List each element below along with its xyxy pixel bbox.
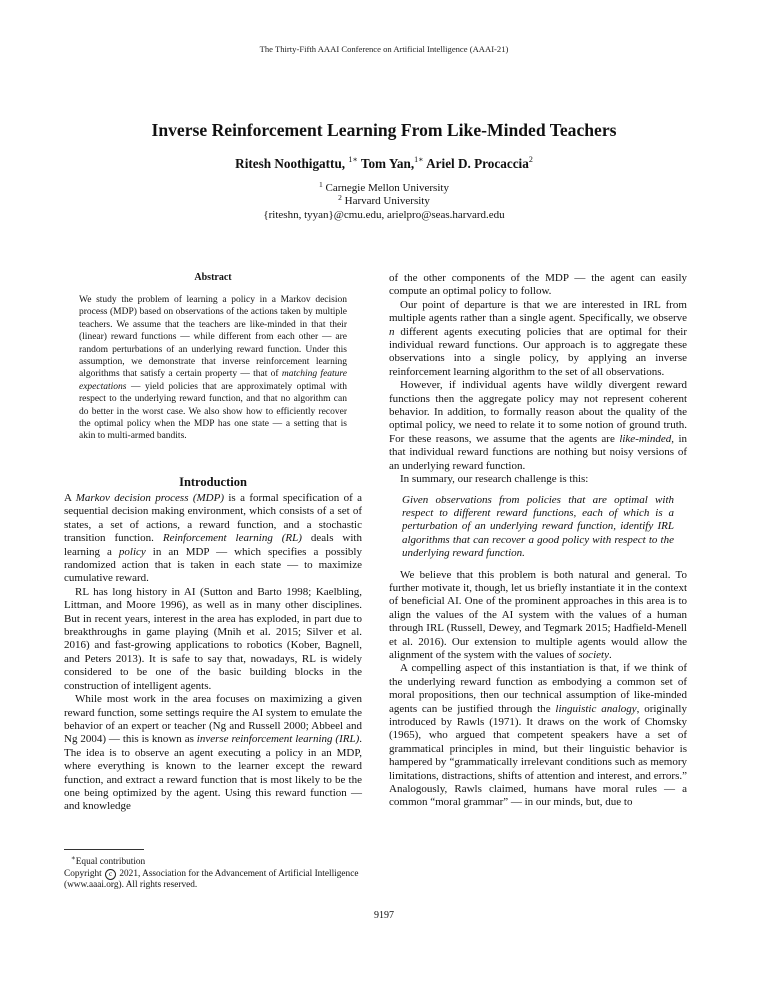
author-affil-mark: 2 [528,155,533,164]
emphasized-term: linguistic analogy [555,702,637,715]
footnote [64,849,362,892]
paragraph-text: . The idea is to observe an agent executing a policy in an MDP, where everything is known to the learner except the reward function, and extract a reward function that is most likely to be the one being optimized by the agent. Using this reward function — and knowledge [64,733,362,813]
footnote-rule [64,849,144,850]
paragraph-text: is a formal specification of a sequential decision making environment, which consists of a set of states, a set of actions, a reward function, and a stochastic transition function. [64,492,362,545]
emphasized-term: n [389,325,395,338]
paragraph-text: , in that individual reward functions are nothing but noisy versions of an underlying reward function. [389,432,688,472]
paragraph-text: We believe that this problem is both natural and general. To further motivate it, though, let us briefly instantiate it in the context of beneficial AI. One of the prominent approaches in this area is to align the values of the AI system with the values of a human through IRL (Russell, Dewey, and Tegmark 2015; Hadfield-Menell et al. 2016). Our extension to multiple agents would allow the alignment of the system with the values of [389,568,687,661]
intro-paragraph [64,693,362,814]
emphasized-term: society [578,648,609,661]
copyright-text: 2021, Association for the Advancement of Artificial Intelligence (www.aaai.org). All rights reserved. [64,868,359,891]
page-number: 9197 [374,910,394,921]
paragraph-text: A compelling aspect of this instantiation is that, if we think of the underlying reward function as embodying a common set of moral propositions, then our technical assumption of like-minded agents can be justified through the [389,662,687,715]
introduction-heading: Introduction [179,475,247,489]
author-affil-mark: 1∗ [348,155,358,164]
intro-paragraph [389,569,687,663]
paragraph-text: , originally introduced by Rawls (1971). It draws on the work of Chomsky (1965), who argued that competent speakers have a set of grammatical principles in mind, but their linguistic behavior is hampered by “grammatically irrelevant conditions such as memory limitations, distractions, shifts of attention and interest, and errors.” Analogously, Rawls claimed, humans have moral rules — a common “moral grammar” — in our minds, but, due to [389,702,687,809]
affil-name: Harvard University [344,195,430,207]
intro-paragraph: RL has long history in AI (Sutton and Barto 1998; Kaelbling, Littman, and Moore 1996), as well as in many other disciplines. But in recent years, interest in the area has exploded, in part due to breakthroughs in game playing (Mnih et al. 2015; Silver et al. 2016) and fast-growing applications to robotics (Kober, Bagnell, and Peters 2013). It is safe to say that, nowadays, RL is widely considered to be one of the basic building blocks in the construction of intelligent agents. [64,585,362,692]
paragraph-text: While most work in the area focuses on maximizing a given reward function, some settings require the AI system to emulate the behavior of an expert or teacher (Ng and Russell 2000; Abbeel and Ng 2004) — this is known as [64,693,362,746]
copyright-label: Copyright [64,868,102,879]
emphasized-term: inverse reinforcement learning (IRL) [196,733,360,746]
paragraph-text: A [64,492,76,504]
intro-paragraph [64,492,362,586]
equal-contribution-note [64,853,362,869]
left-column-text [64,492,362,814]
emphasized-term: Markov decision process (MDP) [75,492,225,504]
intro-paragraph [389,379,687,473]
paragraph-text: in an MDP — which specifies a possibly randomized action that is taken in each state — to maximize cumulative reward. [64,545,362,585]
abstract-text: We study the problem of learning a policy in a Markov decision process (MDP) based on observations of the actions taken by multiple teachers. We assume that the teachers are like-minded in that their (linear) reward functions — while different from each other — are random perturbations of an underlying reward function. Under this assumption, we demonstrate that inverse reinforcement learning algorithms that satisfy a certain property — that of [79,295,347,380]
affil-mark: 1 [319,180,323,189]
affil-name: Carnegie Mellon University [325,182,449,194]
paper-title: Inverse Reinforcement Learning From Like-Minded Teachers [151,120,617,140]
emphasized-term: like-minded [619,432,672,445]
venue-header: The Thirty-Fifth AAAI Conference on Artificial Intelligence (AAAI-21) [259,44,509,54]
author-emails: {riteshn, tyyan}@cmu.edu, arielpro@seas.harvard.edu [263,209,505,221]
footnote-text: Equal contribution [75,857,146,868]
author-affil-mark: 1∗ [414,155,424,164]
abstract-emphasis: matching feature expectations [79,369,347,392]
paragraph-text: different agents executing policies that are optimal for their individual reward functions. Our approach is to aggregate these observations into a single policy, by applying an inverse reinforcement learning algorithm to the set of all observations. [389,325,687,378]
paragraph-text: However, if individual agents have wildly divergent reward functions then the aggregate policy may not represent coherent behavior. In addition, to formally reason about the quality of the optimal policy, we need to relate it to some notion of ground truth. For these reasons, we assume that the agents are [389,379,687,445]
author-name: Ritesh Noothigattu, [235,156,346,171]
intro-paragraph [389,299,687,379]
affiliation-2 [0,195,768,208]
intro-paragraph [389,662,687,809]
paragraph-text: Our point of departure is that we are interested in IRL from multiple agents rather than a single agent. Specifically, we observe [389,298,687,325]
abstract-body [79,294,347,443]
footnote-marker: ∗ [70,854,76,862]
intro-paragraph: In summary, our research challenge is this: [400,473,589,486]
emphasized-term: policy [118,545,146,558]
intro-paragraph: of the other components of the MDP — the agent can easily compute an optimal policy to follow. [389,272,687,298]
research-challenge-quote: Given observations from policies that are optimal with respect to different reward functions, each of which is a perturbation of an underlying reward function, identify IRL algorithms that can recover a good policy with respect to the underlying reward function. [402,493,674,560]
author-name: Ariel D. Procaccia [426,156,529,171]
paragraph-text: deals with learning a [64,532,362,558]
emphasized-term: Reinforcement learning (RL) [162,532,302,545]
right-column-text [389,272,687,810]
affil-mark: 2 [338,193,342,202]
copyright-icon: c [105,869,116,880]
copyright-notice [64,869,362,892]
affiliation-1 [0,182,768,195]
author-name: Tom Yan, [360,156,415,171]
abstract-text: — yield policies that are approximately optimal with respect to the underlying reward function, and that no algorithm can do better in the worst case. We also show how to efficiently recover the optimal policy when the MDP has one state — a setting that is akin to multi-armed bandits. [79,381,347,442]
author-list [0,156,768,172]
abstract-heading: Abstract [194,272,232,283]
paragraph-text: . [608,648,612,661]
